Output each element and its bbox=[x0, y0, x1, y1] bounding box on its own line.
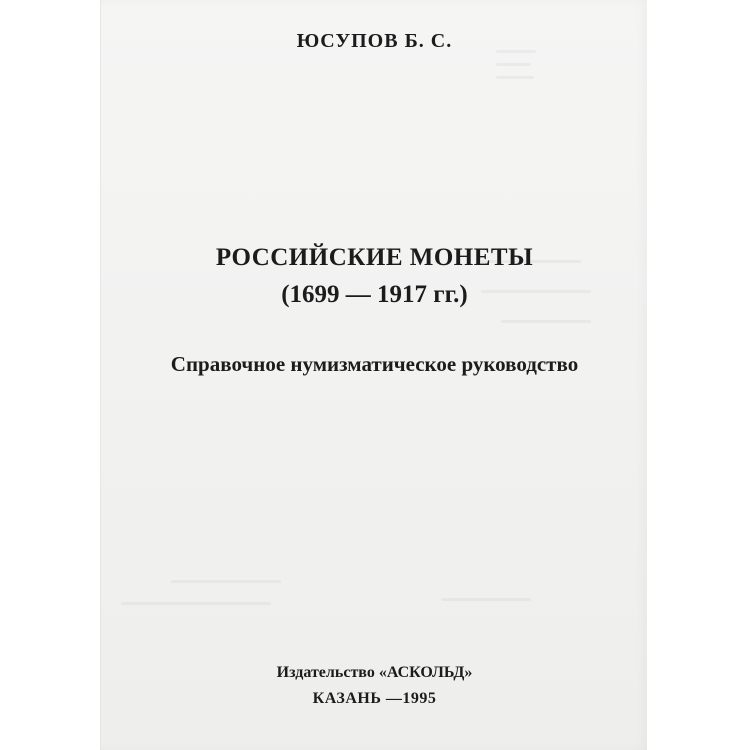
book-years: (1699 — 1917 гг.) bbox=[281, 281, 468, 308]
background-margin bbox=[647, 0, 750, 750]
bleed-through-mark bbox=[171, 580, 281, 583]
book-title: РОССИЙСКИЕ МОНЕТЫ bbox=[215, 244, 534, 271]
bleed-through-mark bbox=[441, 598, 531, 601]
book-subtitle: Справочное нумизматическое руководство bbox=[170, 352, 579, 376]
bleed-through-mark bbox=[496, 63, 531, 66]
book-title-page bbox=[100, 0, 648, 750]
bleed-through-mark bbox=[496, 76, 534, 79]
publisher-name: Издательство «АСКОЛЬД» bbox=[276, 664, 473, 681]
author-name: ЮСУПОВ Б. С. bbox=[296, 30, 453, 52]
bleed-through-mark bbox=[121, 602, 271, 605]
bleed-through-mark bbox=[501, 320, 591, 323]
publication-city-year: КАЗАНЬ —1995 bbox=[312, 690, 437, 707]
